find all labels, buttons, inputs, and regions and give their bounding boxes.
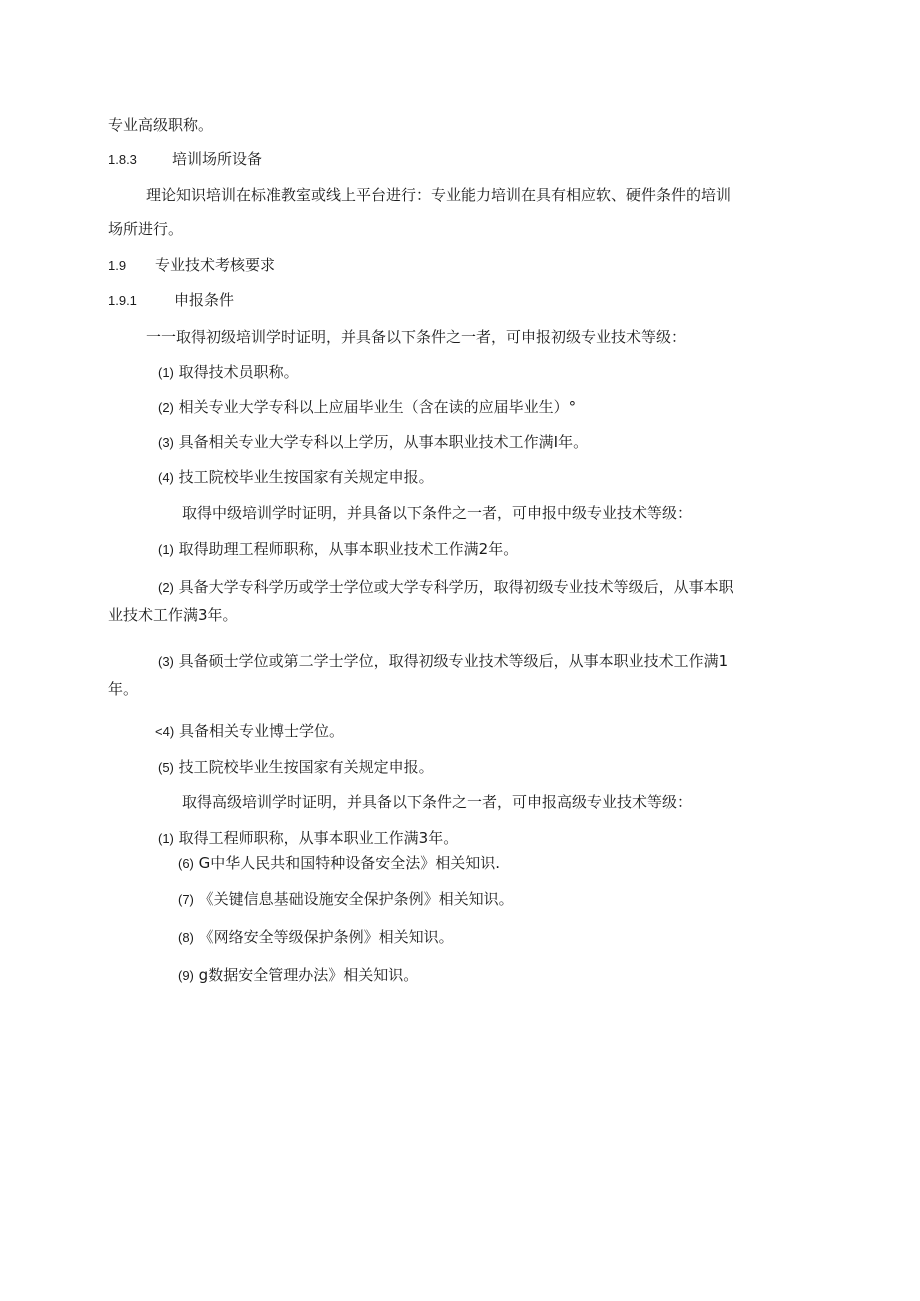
list-item [158,828,458,849]
item-number: (1) [158,365,174,380]
item-number: (4) [158,470,174,485]
list-item [158,362,299,383]
continuation-text: 专业高级职称。 [108,116,214,134]
section-title: 专业技术考核要求 [155,256,276,274]
section-number: 1.8.3 [108,152,137,167]
intermediate-intro: 取得中级培训学时证明，并具备以下条件之一者，可申报中级专业技术等级： [182,504,693,522]
list-item [158,539,518,560]
item-text: 取得助理工程师职称，从事本职业技术工作满2年。 [178,540,519,558]
item-text: g数据安全管理办法》相关知识。 [198,966,419,984]
senior-intro: 取得高级培训学时证明，并具备以下条件之一者，可申报高级专业技术等级： [182,793,693,811]
item-text: 具备相关专业大学专科以上学历，从事本职业技术工作满I年。 [178,433,589,451]
item-text: 具备相关专业博士学位。 [178,722,344,740]
list-item [158,757,434,778]
item-number: (1) [158,542,174,557]
item-number: (7) [178,892,194,907]
item-text: 具备硕士学位或第二学士学位，取得初级专业技术等级后，从事本职业技术工作满1 [178,652,729,670]
list-item [158,577,734,598]
list-item [178,927,454,948]
section-title: 培训场所设备 [172,150,263,168]
item-continuation: 业技术工作满3年。 [108,606,238,624]
section-number: 1.9 [108,258,127,273]
section-title: 申报条件 [174,291,235,309]
item-number: (9) [178,968,194,983]
item-number: (1) [158,831,174,846]
item-text: 具备大学专科学历或学士学位或大学专科学历，取得初级专业技术等级后，从事本职 [178,578,734,596]
item-number: (5) [158,760,174,775]
item-text: 技工院校毕业生按国家有关规定申报。 [178,468,434,486]
list-item [158,432,588,453]
item-text: 《关键信息基础设施安全保护条例》相关知识。 [198,890,514,908]
item-number: (3) [158,435,174,450]
item-text: 《网络安全等级保护条例》相关知识。 [198,928,454,946]
item-number: (8) [178,930,194,945]
list-item [158,651,728,672]
list-item [178,853,500,874]
junior-intro: 一一取得初级培训学时证明，并具备以下条件之一者，可申报初级专业技术等级： [146,328,687,346]
item-number: (3) [158,654,174,669]
list-item [178,889,514,910]
list-item [155,721,344,742]
item-text: 取得工程师职称，从事本职业工作满3年。 [178,829,459,847]
list-item [158,467,434,488]
item-text: 技工院校毕业生按国家有关规定申报。 [178,758,434,776]
section-number: 1.9.1 [108,293,137,308]
list-item [178,965,418,986]
item-number: (2) [158,400,174,415]
item-text: 相关专业大学专科以上应届毕业生（含在读的应届毕业生）° [178,398,577,416]
item-number: (2) [158,580,174,595]
item-number: <4) [155,724,175,739]
list-item [158,397,576,418]
paragraph-line: 场所进行。 [108,220,184,238]
item-text: G中华人民共和国特种设备安全法》相关知识. [198,854,501,872]
item-number: (6) [178,856,194,871]
paragraph-line: 理论知识培训在标准教室或线上平台进行：专业能力培训在具有相应软、硬件条件的培训 [146,186,732,204]
item-text: 取得技术员职称。 [178,363,299,381]
item-continuation: 年。 [108,680,139,698]
